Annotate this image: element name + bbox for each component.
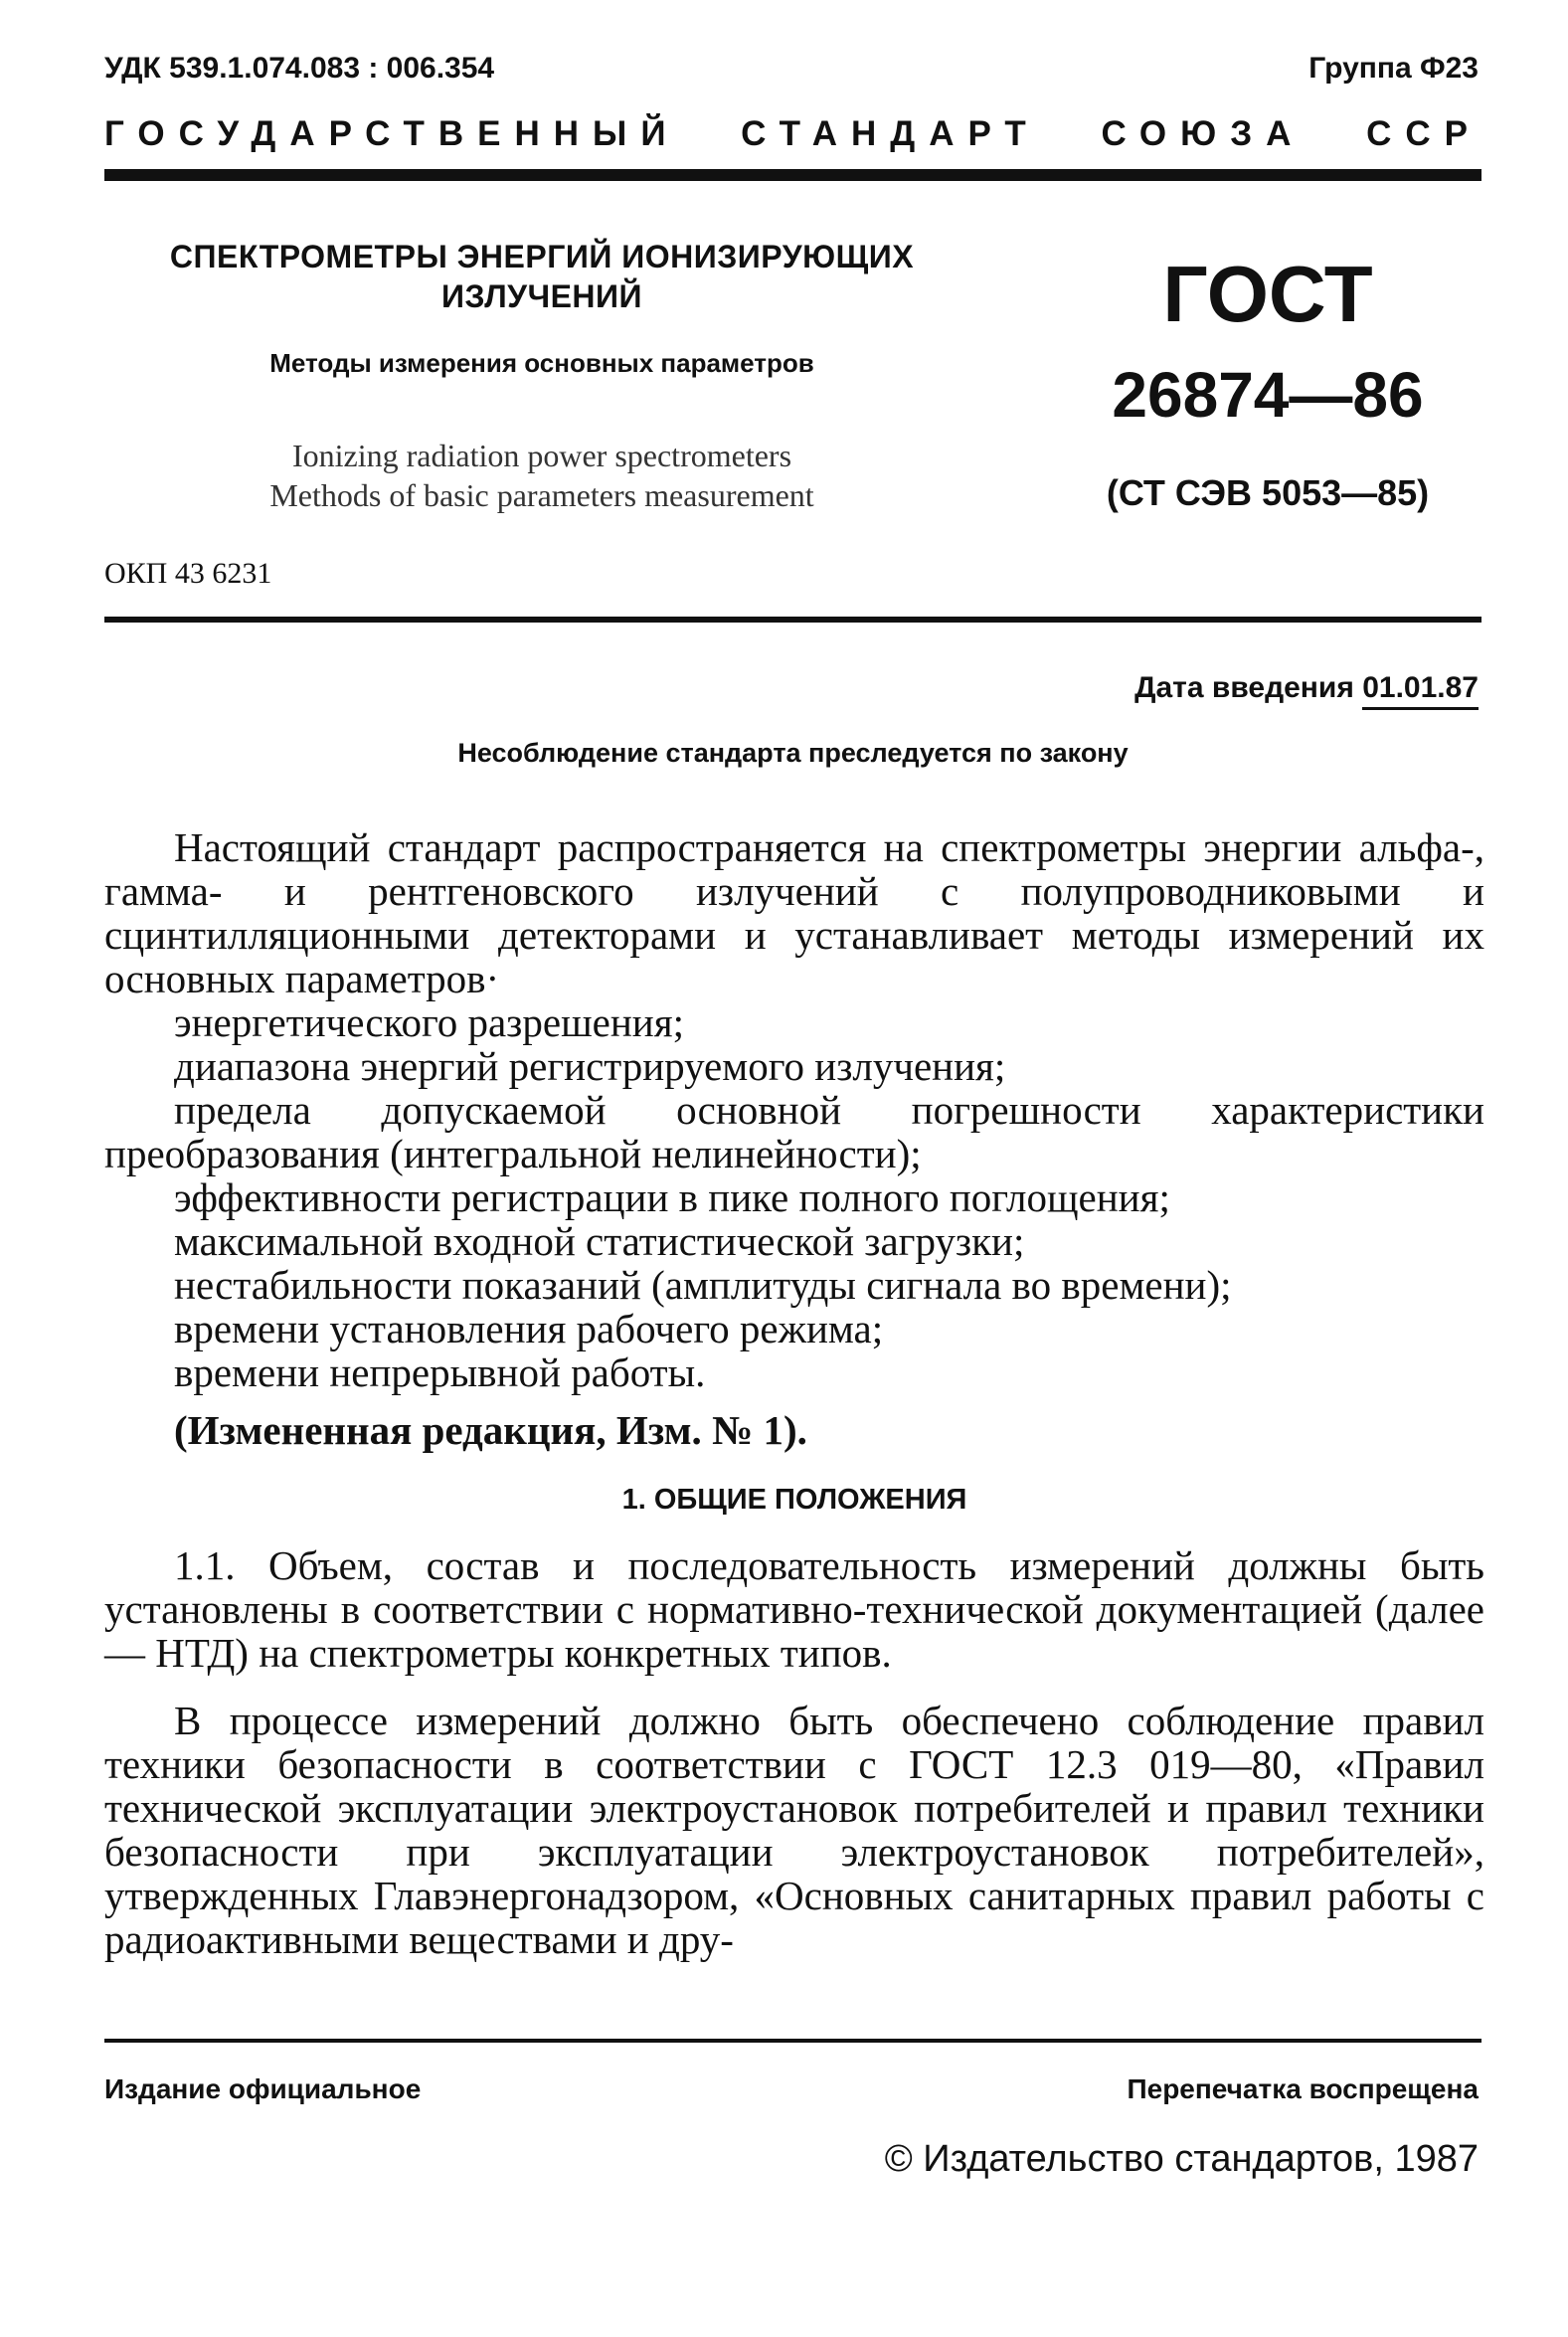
english-title xyxy=(104,436,979,515)
title-line: СПЕКТРОМЕТРЫ ЭНЕРГИЙ ИОНИЗИРУЮЩИХ xyxy=(169,239,915,274)
list-item: времени непрерывной работы. xyxy=(174,1349,706,1395)
title-divider xyxy=(104,617,1481,623)
document-body xyxy=(104,825,1484,1961)
banner-word: ГОСУДАРСТВЕННЫЙ xyxy=(104,114,680,153)
list-item: энергетического разрешения; xyxy=(174,999,684,1045)
sev-reference: (СТ СЭВ 5053—85) xyxy=(1106,472,1430,513)
gost-label: ГОСТ xyxy=(1162,250,1373,338)
header-divider xyxy=(104,169,1481,181)
banner-word: СТАНДАРТ xyxy=(741,114,1040,153)
copyright: © Издательство стандартов, 1987 xyxy=(884,2138,1479,2180)
banner-word: ССР xyxy=(1366,114,1481,153)
list-item: диапазона энергий регистрируемого излучения; xyxy=(174,1043,1006,1089)
date-label: Дата введения xyxy=(1134,671,1354,704)
paragraph-safety: В процессе измерений должно быть обеспечено соблюдение правил техники безопасности в соответствии с ГОСТ 12.3 019—80, «Правил технической эксплуатации электроустановок потребителей и правил техники безопасности при эксплуатации электроустановок потребителей», утвержденных Главэнергонадзором, «Основных санитарных правил работы с радиоактивными веществами и дру- xyxy=(104,1698,1484,1962)
paragraph-1-1: 1.1. Объем, состав и последовательность измерений должны быть установлены в соответствии с нормативно-технической документацией (далее — НТД) на спектрометры конкретных типов. xyxy=(104,1542,1484,1676)
reprint-notice: Перепечатка воспрещена xyxy=(1127,2073,1479,2104)
edition-note: (Измененная редакция, Изм. № 1). xyxy=(174,1407,807,1453)
okp-code: ОКП 43 6231 xyxy=(104,557,272,590)
official-edition: Издание официальное xyxy=(104,2073,422,2104)
state-standard-banner xyxy=(104,114,1481,154)
document-title xyxy=(104,237,979,316)
law-notice: Несоблюдение стандарта преследуется по закону xyxy=(457,738,1129,768)
date-value: 01.01.87 xyxy=(1362,671,1479,710)
english-title-line: Ionizing radiation power spectrometers xyxy=(291,438,792,473)
list-item: нестабильности показаний (амплитуды сигнала во времени); xyxy=(174,1262,1232,1308)
introduction-date xyxy=(1134,671,1479,705)
intro-paragraph: Настоящий стандарт распространяется на спектрометры энергии альфа-, гамма- и рентгеновского излучений с полупроводниковыми и сцинтилляционными детекторами и устанавливает методы измерений их основных параметров· xyxy=(104,824,1484,1001)
gost-number: 26874—86 xyxy=(1112,359,1424,431)
banner-word: СОЮЗА xyxy=(1101,114,1306,153)
list-item: эффективности регистрации в пике полного поглощения; xyxy=(174,1174,1170,1220)
list-item: времени установления рабочего режима; xyxy=(174,1306,884,1351)
document-subtitle: Методы измерения основных параметров xyxy=(269,348,814,378)
group-code: Группа Ф23 xyxy=(1308,52,1479,85)
footer-divider xyxy=(104,2039,1481,2043)
udk-code: УДК 539.1.074.083 : 006.354 xyxy=(104,52,495,85)
section-heading: 1. ОБЩИЕ ПОЛОЖЕНИЯ xyxy=(621,1484,967,1516)
title-line: ИЗЛУЧЕНИЙ xyxy=(440,278,643,314)
list-item: максимальной входной статистической загрузки; xyxy=(174,1218,1025,1264)
english-title-line: Methods of basic parameters measurement xyxy=(269,477,814,513)
list-item: предела допускаемой основной погрешности характеристики преобразования (интегральной нелинейности); xyxy=(104,1087,1484,1176)
